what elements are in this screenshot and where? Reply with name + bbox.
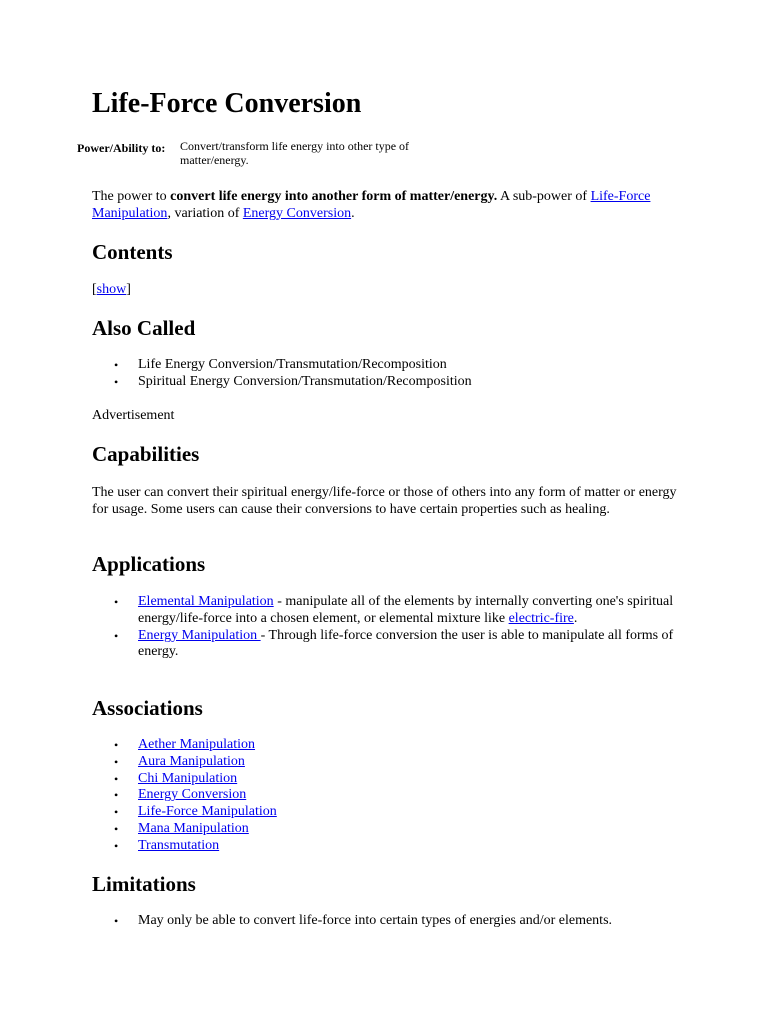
limitations-heading: Limitations xyxy=(92,872,196,896)
applications-list xyxy=(92,594,682,661)
associations-heading: Associations xyxy=(92,696,203,720)
list-item xyxy=(92,737,682,754)
list-item xyxy=(92,594,682,628)
item-text: - manipulate all of the elements by internally converting one's spiritual energy/life-force into a chosen element, or elemental mixture like xyxy=(138,594,674,626)
link-energy-conversion[interactable]: Energy Conversion xyxy=(242,205,352,221)
bracket: ] xyxy=(126,282,131,297)
list-item: • Life Energy Conversion/Transmutation/Recomposition xyxy=(92,357,682,374)
link-transmutation[interactable]: Transmutation xyxy=(138,837,220,853)
list-item xyxy=(92,821,682,838)
link-energy-manipulation[interactable]: Energy Manipulation xyxy=(138,627,261,643)
link-life-force-manipulation[interactable]: Life-Force Manipulation xyxy=(138,804,277,820)
contents-toggle-line xyxy=(92,282,682,299)
intro-paragraph xyxy=(92,189,682,222)
also-called-list xyxy=(92,357,682,391)
list-item xyxy=(92,787,682,804)
capabilities-paragraph: The user can convert their spiritual energy/life-force or those of others into any form of matter or energy for usage. Some users can cause their conversions to have certain properties such as healing. xyxy=(92,485,677,517)
intro-text: , variation of xyxy=(167,205,243,221)
list-item xyxy=(92,804,682,821)
intro-text: A sub-power of xyxy=(497,189,591,204)
link-electric-fire[interactable]: electric-fire xyxy=(508,610,574,626)
link-life-force-manipulation[interactable]: Life-Force Manipulation xyxy=(92,189,651,221)
page-title: Life-Force Conversion xyxy=(92,88,362,119)
show-contents-link[interactable]: show xyxy=(96,282,127,297)
list-item xyxy=(92,838,682,855)
intro-text: The power to xyxy=(92,189,171,204)
link-chi-manipulation[interactable]: Chi Manipulation xyxy=(138,770,238,786)
list-item xyxy=(92,628,682,662)
link-energy-conversion[interactable]: Energy Conversion xyxy=(138,787,247,803)
link-aura-manipulation[interactable]: Aura Manipulation xyxy=(138,753,245,769)
infobox-value: Convert/transform life energy into other type of matter/energy. xyxy=(180,139,410,167)
link-aether-manipulation[interactable]: Aether Manipulation xyxy=(138,737,256,752)
limitations-list xyxy=(92,913,682,930)
intro-bold: convert life energy into another form of matter/energy. xyxy=(170,189,498,204)
capabilities-heading: Capabilities xyxy=(92,442,200,466)
bracket: [ xyxy=(92,282,97,297)
item-text: - Through life-force conversion the user is able to manipulate all forms of energy. xyxy=(138,627,674,660)
associations-list xyxy=(92,737,682,855)
also-called-heading: Also Called xyxy=(92,316,196,340)
applications-heading: Applications xyxy=(92,552,206,576)
list-item: • May only be able to convert life-force into certain types of energies and/or elements. xyxy=(92,913,682,930)
list-item xyxy=(92,754,682,771)
list-item: • Spiritual Energy Conversion/Transmutation/Recomposition xyxy=(92,374,682,391)
contents-heading: Contents xyxy=(92,240,173,264)
infobox-key: Power/Ability to: xyxy=(77,141,166,155)
intro-text: . xyxy=(351,205,355,221)
advertisement-label: Advertisement xyxy=(92,408,175,423)
link-elemental-manipulation[interactable]: Elemental Manipulation xyxy=(138,594,274,609)
link-mana-manipulation[interactable]: Mana Manipulation xyxy=(138,820,249,836)
list-item xyxy=(92,771,682,788)
item-text: . xyxy=(573,610,578,626)
